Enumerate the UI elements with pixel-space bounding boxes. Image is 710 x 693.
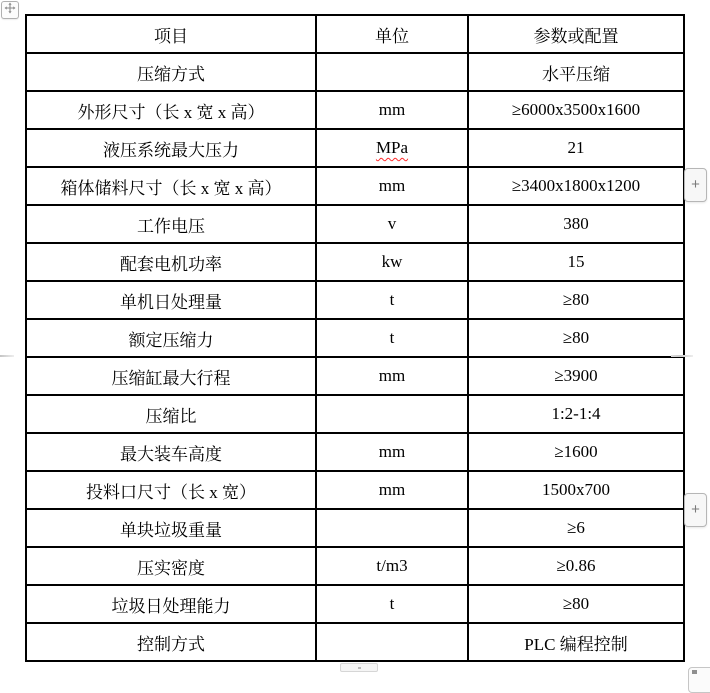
unit-cell[interactable]: mm <box>316 471 468 509</box>
header-cell-value[interactable]: 参数或配置 <box>468 15 684 53</box>
corner-button-glyph <box>692 670 697 674</box>
table-row <box>26 395 684 433</box>
unit-cell[interactable]: kw <box>316 243 468 281</box>
unit-cell[interactable] <box>316 53 468 91</box>
table-row <box>26 205 684 243</box>
horizontal-scroll-nub[interactable] <box>340 663 378 672</box>
move-icon <box>4 1 16 19</box>
item-cell[interactable]: 最大装车高度 <box>26 433 316 471</box>
item-cell[interactable]: 工作电压 <box>26 205 316 243</box>
table-row <box>26 319 684 357</box>
page-stitch-mark-right <box>671 355 693 357</box>
table-row <box>26 471 684 509</box>
item-cell[interactable]: 压缩比 <box>26 395 316 433</box>
unit-cell[interactable]: t <box>316 281 468 319</box>
table-row <box>26 433 684 471</box>
value-cell[interactable]: ≥1600 <box>468 433 684 471</box>
spellchecked-unit: MPa <box>375 138 409 157</box>
unit-cell[interactable] <box>316 395 468 433</box>
unit-cell[interactable] <box>316 129 468 167</box>
table-row <box>26 281 684 319</box>
table-row <box>26 547 684 585</box>
unit-cell[interactable]: v <box>316 205 468 243</box>
page-stitch-mark-left <box>0 355 14 357</box>
table-row <box>26 509 684 547</box>
item-cell[interactable]: 压缩方式 <box>26 53 316 91</box>
table-row <box>26 91 684 129</box>
item-cell[interactable]: 压实密度 <box>26 547 316 585</box>
value-cell[interactable]: 15 <box>468 243 684 281</box>
item-cell[interactable]: 控制方式 <box>26 623 316 661</box>
value-cell[interactable]: ≥6000x3500x1600 <box>468 91 684 129</box>
item-cell[interactable]: 单块垃圾重量 <box>26 509 316 547</box>
value-cell[interactable]: ≥6 <box>468 509 684 547</box>
item-cell[interactable]: 箱体储料尺寸（长 x 宽 x 高） <box>26 167 316 205</box>
value-cell[interactable]: 21 <box>468 129 684 167</box>
unit-cell[interactable]: mm <box>316 167 468 205</box>
value-cell[interactable]: 1500x700 <box>468 471 684 509</box>
header-row <box>26 15 684 53</box>
unit-cell[interactable]: t <box>316 319 468 357</box>
item-cell[interactable]: 额定压缩力 <box>26 319 316 357</box>
table-row <box>26 53 684 91</box>
table-row <box>26 585 684 623</box>
value-cell[interactable]: ≥80 <box>468 281 684 319</box>
value-cell[interactable]: 1:2-1:4 <box>468 395 684 433</box>
item-cell[interactable]: 投料口尺寸（长 x 宽） <box>26 471 316 509</box>
value-cell[interactable]: 380 <box>468 205 684 243</box>
item-cell[interactable]: 单机日处理量 <box>26 281 316 319</box>
item-cell[interactable]: 压缩缸最大行程 <box>26 357 316 395</box>
value-cell[interactable]: PLC 编程控制 <box>468 623 684 661</box>
value-cell[interactable]: ≥80 <box>468 319 684 357</box>
unit-cell[interactable] <box>316 509 468 547</box>
item-cell[interactable]: 液压系统最大压力 <box>26 129 316 167</box>
header-cell-unit[interactable]: 单位 <box>316 15 468 53</box>
item-cell[interactable]: 垃圾日处理能力 <box>26 585 316 623</box>
unit-cell[interactable] <box>316 623 468 661</box>
table-row <box>26 243 684 281</box>
item-cell[interactable]: 外形尺寸（长 x 宽 x 高） <box>26 91 316 129</box>
table-row <box>26 623 684 661</box>
table-row <box>26 129 684 167</box>
unit-cell[interactable]: mm <box>316 433 468 471</box>
value-cell[interactable]: ≥80 <box>468 585 684 623</box>
value-cell[interactable]: 水平压缩 <box>468 53 684 91</box>
table-move-handle[interactable] <box>1 1 19 19</box>
table-row <box>26 167 684 205</box>
insert-plus-button-bottom[interactable]: + <box>684 493 707 527</box>
value-cell[interactable]: ≥3900 <box>468 357 684 395</box>
value-cell[interactable]: ≥3400x1800x1200 <box>468 167 684 205</box>
table-row <box>26 357 684 395</box>
item-cell[interactable]: 配套电机功率 <box>26 243 316 281</box>
unit-cell[interactable]: mm <box>316 357 468 395</box>
header-cell-item[interactable]: 项目 <box>26 15 316 53</box>
insert-plus-button-top[interactable]: + <box>684 168 707 202</box>
value-cell[interactable]: ≥0.86 <box>468 547 684 585</box>
unit-cell[interactable]: t/m3 <box>316 547 468 585</box>
corner-partial-button[interactable] <box>688 667 710 693</box>
unit-cell[interactable]: mm <box>316 91 468 129</box>
unit-cell[interactable]: t <box>316 585 468 623</box>
spec-table <box>25 14 685 662</box>
scroll-nub-dot <box>358 667 361 669</box>
